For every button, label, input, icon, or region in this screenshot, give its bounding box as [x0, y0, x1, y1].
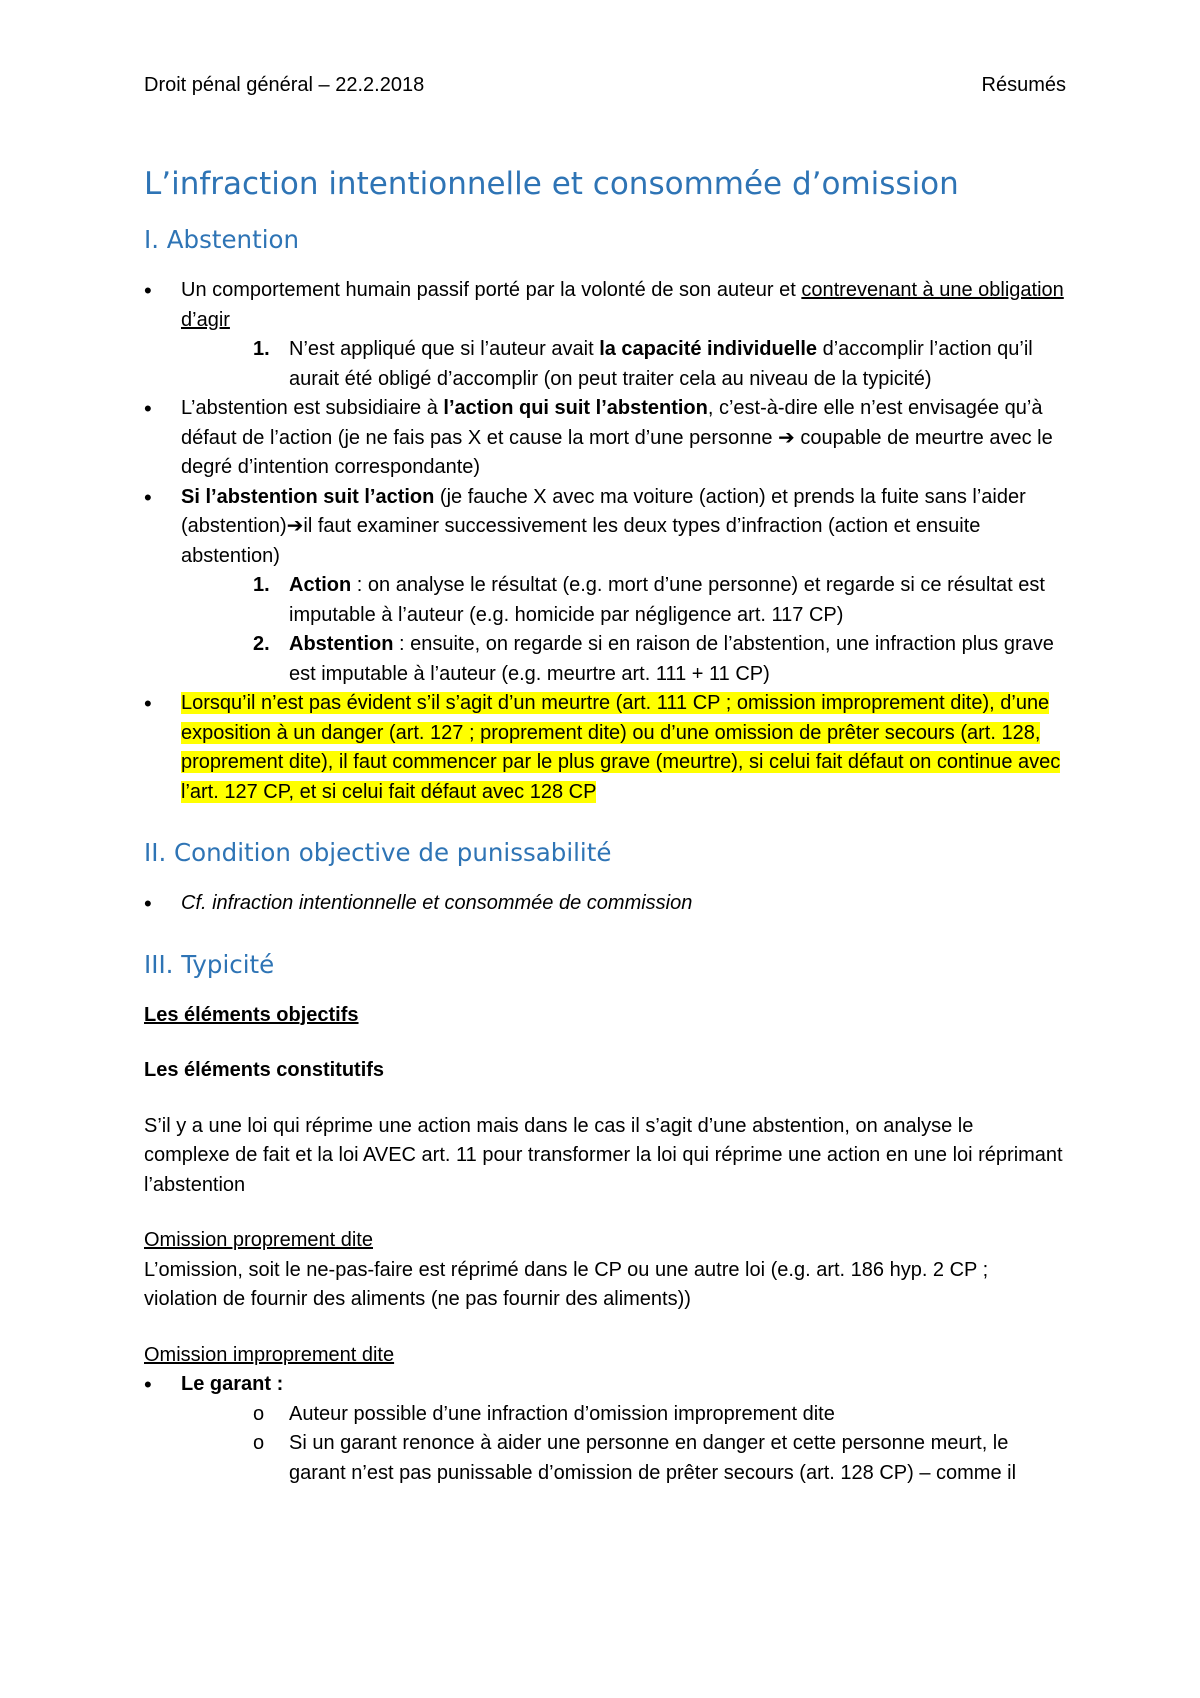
subheading-omission-improprement-dite: Omission improprement dite	[144, 1343, 395, 1366]
condition-bullet-list	[144, 889, 1064, 919]
bold-text: Si l’abstention suit l’action	[181, 485, 435, 508]
subheading-elements-objectifs: Les éléments objectifs	[144, 1003, 359, 1026]
list-item: o Si un garant renonce à aider une personne en danger et cette personne meurt, le garant n’est pas punissable d’omission de prêter secours (art. 128 CP) – comme il	[289, 1429, 1064, 1488]
bold-text: la capacité individuelle	[599, 338, 818, 360]
highlighted-text: Lorsqu’il n’est pas évident s’il s’agit d’un meurtre (art. 111 CP ; omission improprement dite), d’une exposition à un danger (art. 127 ; proprement dite) ou d’une omission de prêter secours (art. 128, proprement dite), il faut commencer par le plus grave (meurtre), si celui fait défaut on continue avec l’art. 127 CP, et si celui fait défaut avec 128 CP	[181, 692, 1061, 803]
paragraph: S’il y a une loi qui réprime une action mais dans le cas il s’agit d’une abstention, on analyse le complexe de fait et la loi AVEC art. 11 pour transformer la loi qui réprime une action en une loi réprimant l’abstention	[144, 1114, 1063, 1196]
underlined-text: contrevenant à une obligation d’agir	[181, 279, 1064, 331]
list-item: • Le garant : o Auteur possible d’une infraction d’omission improprement dite o Si un garant renonce à aider une personne en danger et cette personne meurt, le garant n’est pas punissable d’omission de prêter secours (art. 128 CP) – comme il	[144, 1370, 1064, 1488]
header-left: Droit pénal général – 22.2.2018	[144, 74, 425, 96]
garant-sub-list	[181, 1400, 1064, 1489]
list-item: 2. Abstention : ensuite, on regarde si en raison de l’abstention, une infraction plus grave est imputable à l’auteur (e.g. meurtre art. 111 + 11 CP)	[253, 633, 1054, 685]
numbered-list	[181, 335, 1064, 394]
section-heading-condition: II. Condition objective de punissabilité	[144, 838, 612, 867]
list-item: o Auteur possible d’une infraction d’omission improprement dite	[289, 1400, 1064, 1430]
list-item	[144, 889, 1064, 919]
garant-bullet-list	[144, 1370, 1064, 1488]
list-item: 1. Action : on analyse le résultat (e.g. mort d’une personne) et regarde si ce résultat est imputable à l’auteur (e.g. homicide par négligence art. 117 CP)	[253, 574, 1045, 626]
subheading-omission-proprement-dite: Omission proprement dite	[144, 1229, 373, 1251]
italic-text: Cf. infraction intentionnelle et consommée de commission	[181, 892, 693, 914]
document-body	[144, 164, 1064, 1488]
running-header	[144, 74, 1066, 97]
list-item	[144, 689, 1064, 807]
subheading-elements-constitutifs: Les éléments constitutifs	[144, 1059, 385, 1081]
list-item: 1. N’est appliqué que si l’auteur avait la capacité individuelle d’accomplir l’action qu’il aurait été obligé d’accomplir (on peut traiter cela au niveau de la typicité)	[253, 338, 1033, 390]
abstention-bullet-list	[144, 276, 1064, 807]
document-title: L’infraction intentionnelle et consommée d’omission	[144, 166, 959, 202]
bullet-text: Un comportement humain passif porté par la volonté de son auteur et	[181, 279, 802, 301]
numbered-list	[181, 571, 1064, 689]
bold-text: l’action qui suit l’abstention	[443, 397, 708, 419]
section-heading-abstention: I. Abstention	[144, 225, 300, 254]
paragraph: L’omission, soit le ne-pas-faire est réprimé dans le CP ou une autre loi (e.g. art. 186 hyp. 2 CP ; violation de fournir des aliments (ne pas fournir des aliments))	[144, 1258, 989, 1310]
list-item	[144, 276, 1064, 394]
list-item: • Si l’abstention suit l’action (je fauche X avec ma voiture (action) et prends la fuite sans l’aider (abstention)➔il faut examiner successivement les deux types d’infraction (action et ensuite abstention) 1. Action : on analyse le résultat (e.g. mort d’une personne) et regarde si ce résultat est imputable à l’auteur (e.g. homicide par négligence art. 117 CP) 2. Abstention : ensuite, on regarde si en raison de l’abstention, une infraction plus grave est imputable à l’auteur (e.g. meurtre art. 111 + 11 CP)	[144, 483, 1064, 690]
header-right: Résumés	[981, 74, 1066, 96]
list-item: • L’abstention est subsidiaire à l’action qui suit l’abstention, c’est-à-dire elle n’est envisagée qu’à défaut de l’action (je ne fais pas X et cause la mort d’une personne ➔ coupable de meurtre avec le degré d’intention correspondante)	[144, 394, 1064, 483]
section-heading-typicite: III. Typicité	[144, 949, 275, 979]
